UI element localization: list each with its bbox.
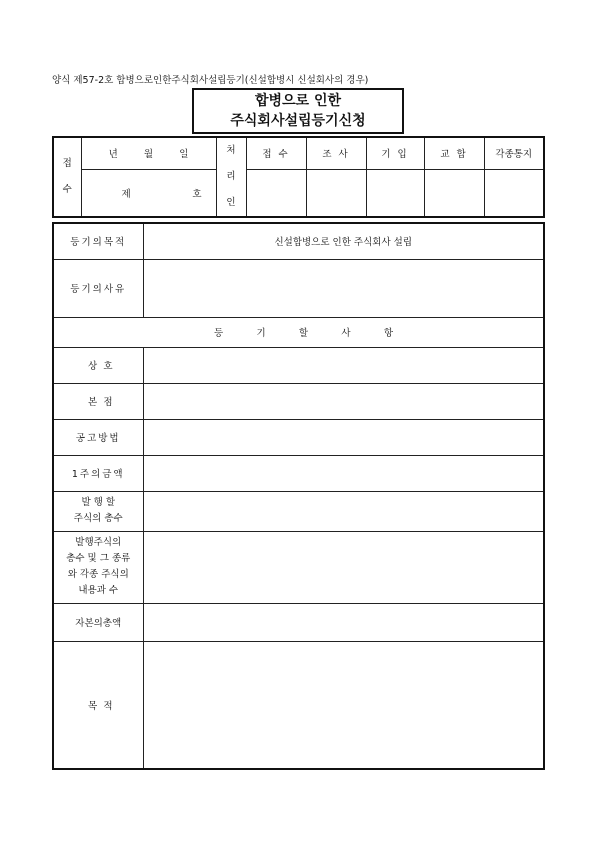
objects-char: 목 [88, 700, 98, 712]
handler-label [216, 137, 246, 217]
head-office-char: 본 [88, 397, 98, 408]
issued-shares-field[interactable] [143, 531, 544, 603]
title-line-2: 주식회사설립등기신청 [230, 113, 366, 129]
issuable-line-1: 발 행 할 [81, 497, 116, 508]
form-title [192, 88, 404, 134]
purpose-label: 등기의목적 [53, 223, 143, 259]
issued-line-3: 와 각종 주식의 [67, 569, 129, 580]
purpose-value[interactable]: 신설합병으로 인한 주식회사 설립 [143, 223, 544, 259]
stamp-collate[interactable] [424, 169, 484, 217]
cause-field[interactable] [143, 259, 544, 317]
issuable-line-2: 주식의 총수 [73, 513, 123, 524]
head-office-field[interactable] [143, 383, 544, 419]
title-line-1: 합병으로 인한 [254, 93, 342, 109]
reception-label [53, 137, 81, 217]
issued-line-2: 총수 및 그 종류 [66, 553, 131, 564]
announce-label: 공고방법 [53, 419, 143, 455]
handler-label-3: 인 [226, 197, 236, 208]
reception-number-cell[interactable] [81, 169, 216, 217]
registration-table [52, 222, 545, 770]
issued-line-1: 발행주식의 [75, 537, 122, 548]
col-receive: 접 수 [246, 137, 306, 169]
stamp-examine[interactable] [306, 169, 366, 217]
trade-name-field[interactable] [143, 347, 544, 383]
issued-shares-label [53, 531, 143, 603]
stamp-record[interactable] [366, 169, 424, 217]
col-record: 기 입 [366, 137, 424, 169]
section-title-char: 사 [341, 328, 351, 339]
reception-date-cell[interactable] [81, 137, 216, 169]
reception-table [52, 136, 545, 218]
date-year-label: 년 [108, 149, 118, 161]
head-office-char: 점 [103, 397, 113, 408]
col-collate: 교 합 [424, 137, 484, 169]
trade-name-char: 호 [103, 361, 113, 372]
trade-name-char: 상 [88, 361, 98, 372]
stamp-receive[interactable] [246, 169, 306, 217]
capital-label: 자본의총액 [53, 603, 143, 641]
issuable-shares-label [53, 491, 143, 531]
col-notice: 각종통지 [484, 137, 544, 169]
head-office-label [53, 383, 143, 419]
announce-field[interactable] [143, 419, 544, 455]
reception-label-bottom: 수 [62, 184, 72, 195]
handler-label-2: 리 [226, 171, 236, 182]
section-title-char: 기 [256, 328, 266, 339]
par-value-label: 1주의금액 [53, 455, 143, 491]
trade-name-label [53, 347, 143, 383]
objects-char: 적 [103, 700, 113, 712]
objects-field[interactable] [143, 641, 544, 769]
issuable-shares-field[interactable] [143, 491, 544, 531]
section-title [53, 317, 544, 347]
section-title-char: 항 [383, 328, 393, 339]
stamp-notice[interactable] [484, 169, 544, 217]
handler-label-1: 처 [226, 145, 236, 156]
objects-label [53, 641, 143, 769]
cause-label: 등기의사유 [53, 259, 143, 317]
reception-label-top: 접 [62, 158, 72, 169]
form-code: 양식 제57-2호 합병으로인한주식회사설립등기(신설합병시 신설회사의 경우) [52, 75, 369, 86]
date-month-label: 월 [143, 149, 154, 161]
section-title-char: 등 [214, 328, 224, 339]
number-suffix-label: 호 [192, 188, 202, 200]
section-title-char: 할 [298, 328, 309, 339]
number-prefix-label: 제 [121, 188, 131, 200]
issued-line-4: 내용과 수 [78, 585, 119, 596]
col-examine: 조 사 [306, 137, 366, 169]
date-day-label: 일 [179, 149, 189, 161]
capital-field[interactable] [143, 603, 544, 641]
par-value-field[interactable] [143, 455, 544, 491]
